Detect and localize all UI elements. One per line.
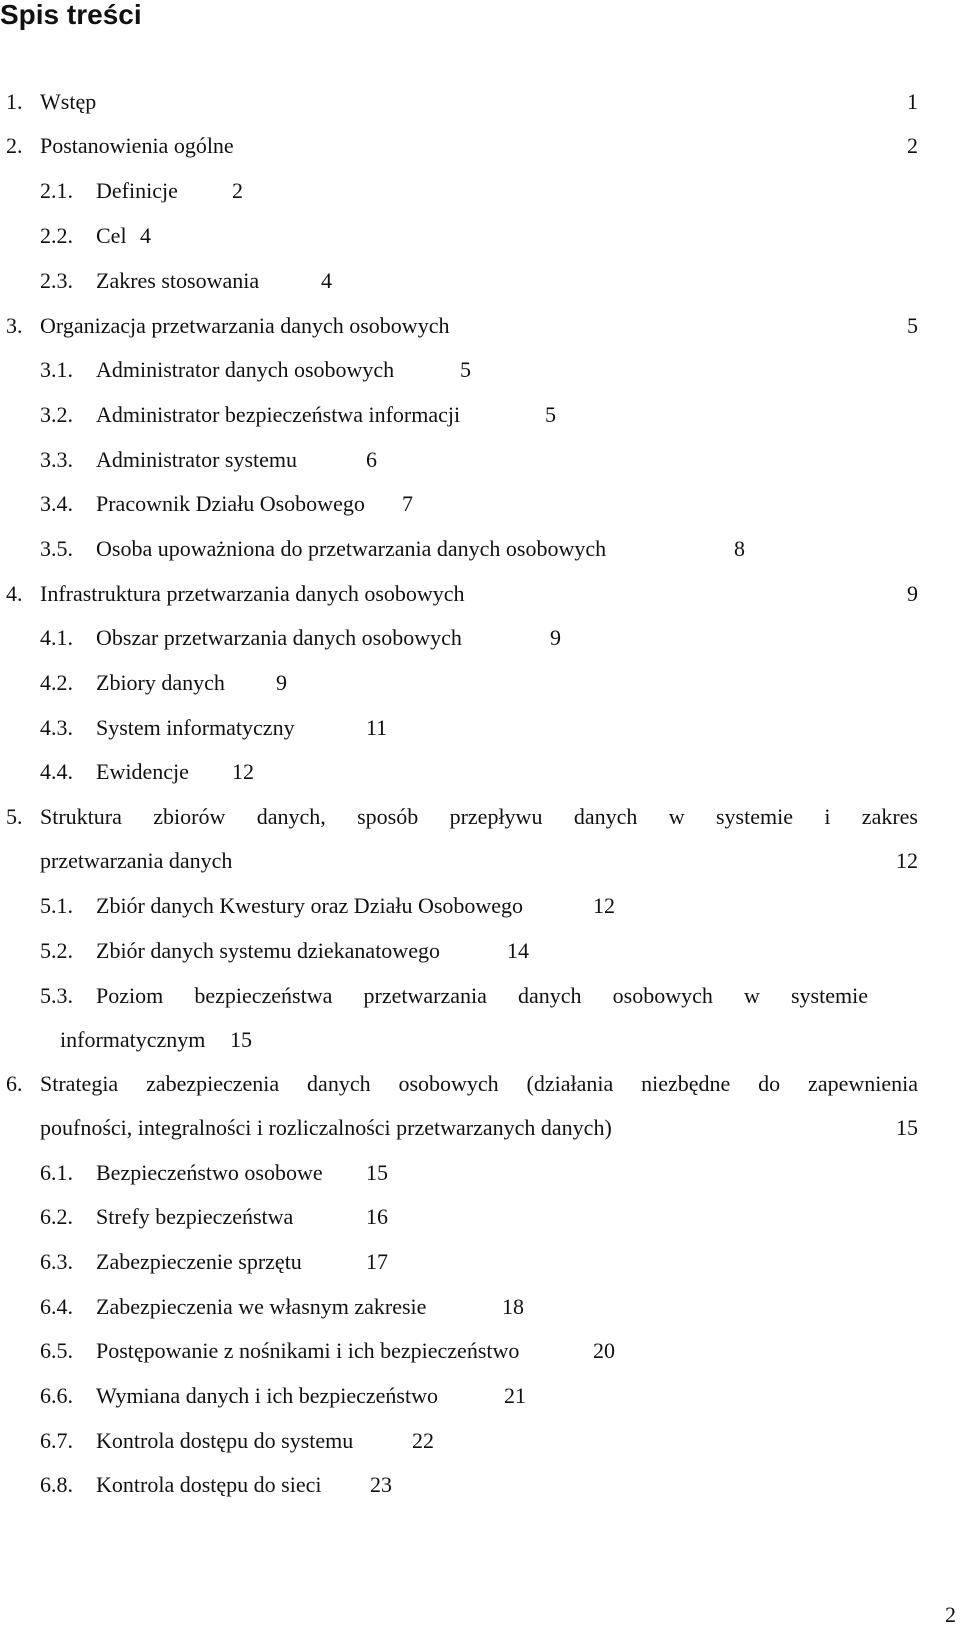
toc-entry-number: 3.	[6, 313, 23, 338]
toc-entry-page: 23	[370, 1472, 392, 1497]
toc-entry-title: Struktura zbiorów danych, sposób przepływu danych w systemie i zakres	[40, 804, 918, 829]
toc-entry-title: Zakres stosowania	[96, 268, 260, 293]
toc-entry-number: 2.3.	[40, 268, 73, 293]
toc-entry-page: 15	[896, 1115, 918, 1140]
toc-entry-title: Bezpieczeństwo osobowe	[96, 1160, 323, 1185]
toc-entry-number: 1.	[6, 89, 23, 114]
toc-entry-page: 15	[230, 1027, 252, 1052]
toc-entry-page: 4	[321, 268, 332, 293]
toc-entry-number: 6.	[6, 1071, 23, 1096]
toc-entry-title: Infrastruktura przetwarzania danych osobowych	[40, 581, 465, 606]
toc-entry-title-continued: przetwarzania danych	[40, 848, 233, 873]
toc-entry-page: 8	[734, 536, 745, 561]
toc-entry-number: 4.1.	[40, 625, 73, 650]
toc-entry-number: 2.	[6, 133, 23, 158]
toc-entry-number: 6.3.	[40, 1249, 73, 1274]
toc-entry-number: 6.7.	[40, 1428, 73, 1453]
toc-entry[interactable]	[6, 1071, 918, 1141]
toc-entry-page: 9	[907, 581, 918, 606]
toc-entry-title: System informatyczny	[96, 715, 295, 740]
toc-entry-page: 1	[907, 89, 918, 114]
toc-entry-page: 2	[232, 178, 243, 203]
toc-entry-number: 3.2.	[40, 402, 73, 427]
toc-entry-page: 12	[593, 893, 615, 918]
toc-entry-page: 7	[402, 491, 413, 516]
toc-entry-title: Strefy bezpieczeństwa	[96, 1204, 294, 1229]
toc-entry-number: 6.6.	[40, 1383, 73, 1408]
toc-entry-title: Obszar przetwarzania danych osobowych	[96, 625, 462, 650]
toc-entry-title: Administrator systemu	[96, 447, 298, 472]
toc-entry-number: 6.2.	[40, 1204, 73, 1229]
toc-entry-title: Osoba upoważniona do przetwarzania danych osobowych	[96, 536, 607, 561]
toc-entry-number: 4.4.	[40, 759, 73, 784]
toc-entry-title: Kontrola dostępu do sieci	[96, 1472, 322, 1497]
toc-entry-title: Wymiana danych i ich bezpieczeństwo	[96, 1383, 438, 1408]
toc-entry-page: 5	[545, 402, 556, 427]
toc-entry-page: 5	[460, 357, 471, 382]
toc-entry-page: 11	[366, 715, 388, 740]
toc-entry-page: 9	[550, 625, 561, 650]
toc-entry-title: Poziom bezpieczeństwa przetwarzania danych osobowych w systemie	[96, 983, 868, 1008]
toc-entry-title: Administrator bezpieczeństwa informacji	[96, 402, 461, 427]
toc-entry-number: 3.3.	[40, 447, 73, 472]
toc-entry-page: 14	[507, 938, 529, 963]
toc-entry-title: Postępowanie z nośnikami i ich bezpieczeństwo	[96, 1338, 520, 1363]
toc-entry-page: 15	[366, 1160, 388, 1185]
toc-entry-title: Cel	[96, 223, 127, 248]
toc-entry-title: Wstęp	[40, 89, 97, 114]
toc-entry-number: 5.3.	[40, 983, 73, 1008]
toc-entry-number: 2.1.	[40, 178, 73, 203]
toc-entry-number: 2.2.	[40, 223, 73, 248]
toc-entry-title: Administrator danych osobowych	[96, 357, 395, 382]
toc-entry-title-continued: poufności, integralności i rozliczalności przetwarzanych danych)	[40, 1115, 612, 1140]
toc-entry-title: Zabezpieczenie sprzętu	[96, 1249, 302, 1274]
toc-entry[interactable]	[6, 804, 918, 874]
toc-entry-title: Pracownik Działu Osobowego	[96, 491, 365, 516]
toc-entry-page: 16	[366, 1204, 388, 1229]
toc-entry-title: Ewidencje	[96, 759, 189, 784]
toc-entry-number: 4.2.	[40, 670, 73, 695]
toc-entry-title: Zbiory danych	[96, 670, 225, 695]
toc-entry-title: Strategia zabezpieczenia danych osobowych (działania niezbędne do zapewnienia	[40, 1071, 918, 1096]
toc-entry-page: 21	[504, 1383, 526, 1408]
footer-page-number: 2	[945, 1602, 956, 1627]
toc-entry-title-continued: informatycznym	[60, 1027, 206, 1052]
toc-entry-page: 17	[366, 1249, 388, 1274]
toc-entry-number: 5.1.	[40, 893, 73, 918]
toc-entry-page: 22	[412, 1428, 434, 1453]
toc-entry-title: Kontrola dostępu do systemu	[96, 1428, 354, 1453]
toc-entry[interactable]	[40, 983, 870, 1053]
toc-entry-number: 6.5.	[40, 1338, 73, 1363]
toc-entry-number: 6.1.	[40, 1160, 73, 1185]
toc-entry-title: Zbiór danych Kwestury oraz Działu Osobowego	[96, 893, 524, 918]
toc-entry-number: 6.8.	[40, 1472, 73, 1497]
toc-entry-title: Zabezpieczenia we własnym zakresie	[96, 1294, 427, 1319]
toc-entry-number: 3.4.	[40, 491, 73, 516]
toc-entry-number: 3.5.	[40, 536, 73, 561]
toc-entry-page: 5	[907, 313, 918, 338]
toc-entry-page: 9	[276, 670, 287, 695]
toc-entry-page: 18	[502, 1294, 524, 1319]
toc-entry-page: 4	[140, 223, 151, 248]
toc-entry-number: 6.4.	[40, 1294, 73, 1319]
toc-entry-page: 12	[232, 759, 254, 784]
toc-entry-title: Definicje	[96, 178, 178, 203]
toc-entry-number: 4.3.	[40, 715, 73, 740]
toc-entry-number: 5.	[6, 804, 23, 829]
toc-entry-title: Organizacja przetwarzania danych osobowych	[40, 313, 450, 338]
toc-entry-title: Postanowienia ogólne	[40, 133, 234, 158]
page-title: Spis treści	[0, 0, 142, 30]
toc-entry-page: 12	[896, 848, 918, 873]
toc-entry-title: Zbiór danych systemu dziekanatowego	[96, 938, 440, 963]
toc-entry-number: 4.	[6, 581, 23, 606]
toc-entry-page: 2	[907, 133, 918, 158]
toc-entry-number: 3.1.	[40, 357, 73, 382]
toc-entry-number: 5.2.	[40, 938, 73, 963]
toc-entry-page: 6	[366, 447, 377, 472]
toc-entry-page: 20	[593, 1338, 615, 1363]
